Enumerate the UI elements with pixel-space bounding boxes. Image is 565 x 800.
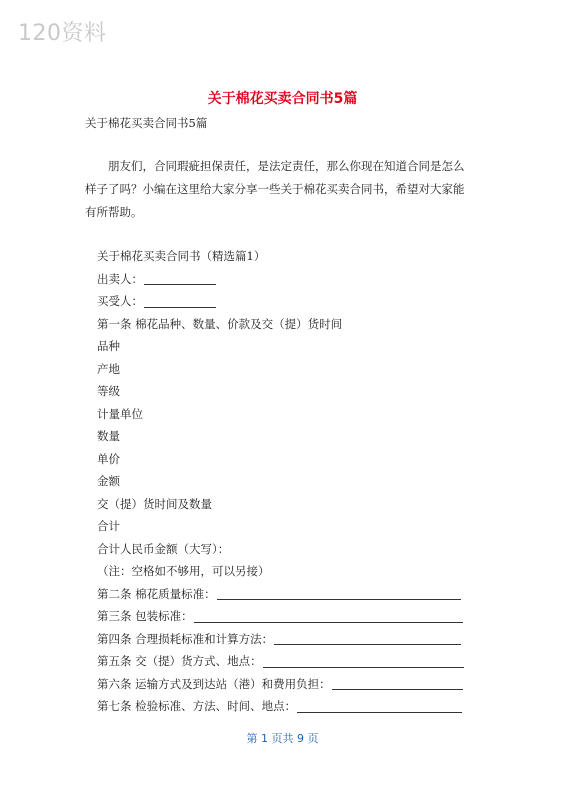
article-6-blank — [332, 675, 463, 690]
document-subtitle: 关于棉花买卖合同书5篇 — [85, 116, 208, 130]
buyer-line: 买受人： — [97, 290, 477, 313]
section-heading: 关于棉花买卖合同书（精选篇1） — [97, 249, 266, 263]
field-delivery: 交（提）货时间及数量 — [97, 496, 212, 511]
article-2: 第二条 棉花质量标准： — [97, 583, 477, 606]
contract-body — [97, 245, 477, 718]
page-footer: 第 1 页共 9 页 — [246, 732, 319, 745]
article-7: 第七条 检验标准、方法、时间、地点： — [97, 695, 477, 718]
article-5: 第五条 交（提）货方式、地点： — [97, 650, 477, 673]
intro-paragraph: 朋友们，合同瑕疵担保责任，是法定责任，那么你现在知道合同是怎么样子了吗？小编在这里给大家分享一些关于棉花买卖合同书，希望对大家能有所帮助。 — [85, 159, 465, 219]
field-unit: 计量单位 — [97, 406, 143, 421]
article-5-blank — [263, 653, 464, 668]
field-origin: 产地 — [97, 361, 120, 376]
article-2-blank — [217, 585, 461, 600]
field-amount: 金额 — [97, 474, 120, 488]
article-3: 第三条 包装标准： — [97, 605, 477, 628]
document-title: 关于棉花买卖合同书5篇 — [207, 91, 358, 107]
article-3-blank — [194, 608, 463, 623]
watermark-logo: 120资料 — [18, 21, 107, 46]
seller-blank — [144, 270, 216, 285]
field-quantity: 数量 — [97, 429, 120, 443]
field-total: 合计 — [97, 519, 120, 533]
seller-line: 出卖人： — [97, 268, 477, 291]
article-6: 第六条 运输方式及到达站（港）和费用负担： — [97, 673, 477, 696]
article-7-blank — [297, 698, 462, 713]
field-variety: 品种 — [97, 339, 120, 353]
article-4-blank — [274, 630, 461, 645]
note-line: （注：空格如不够用，可以另接） — [97, 564, 270, 578]
article-1: 第一条 棉花品种、数量、价款及交（提）货时间 — [97, 316, 343, 331]
buyer-blank — [144, 293, 216, 308]
field-grade: 等级 — [97, 384, 120, 398]
field-total-rmb: 合计人民币金额（大写）： — [97, 541, 230, 556]
field-price: 单价 — [97, 451, 120, 466]
article-4: 第四条 合理损耗标准和计算方法： — [97, 628, 477, 651]
